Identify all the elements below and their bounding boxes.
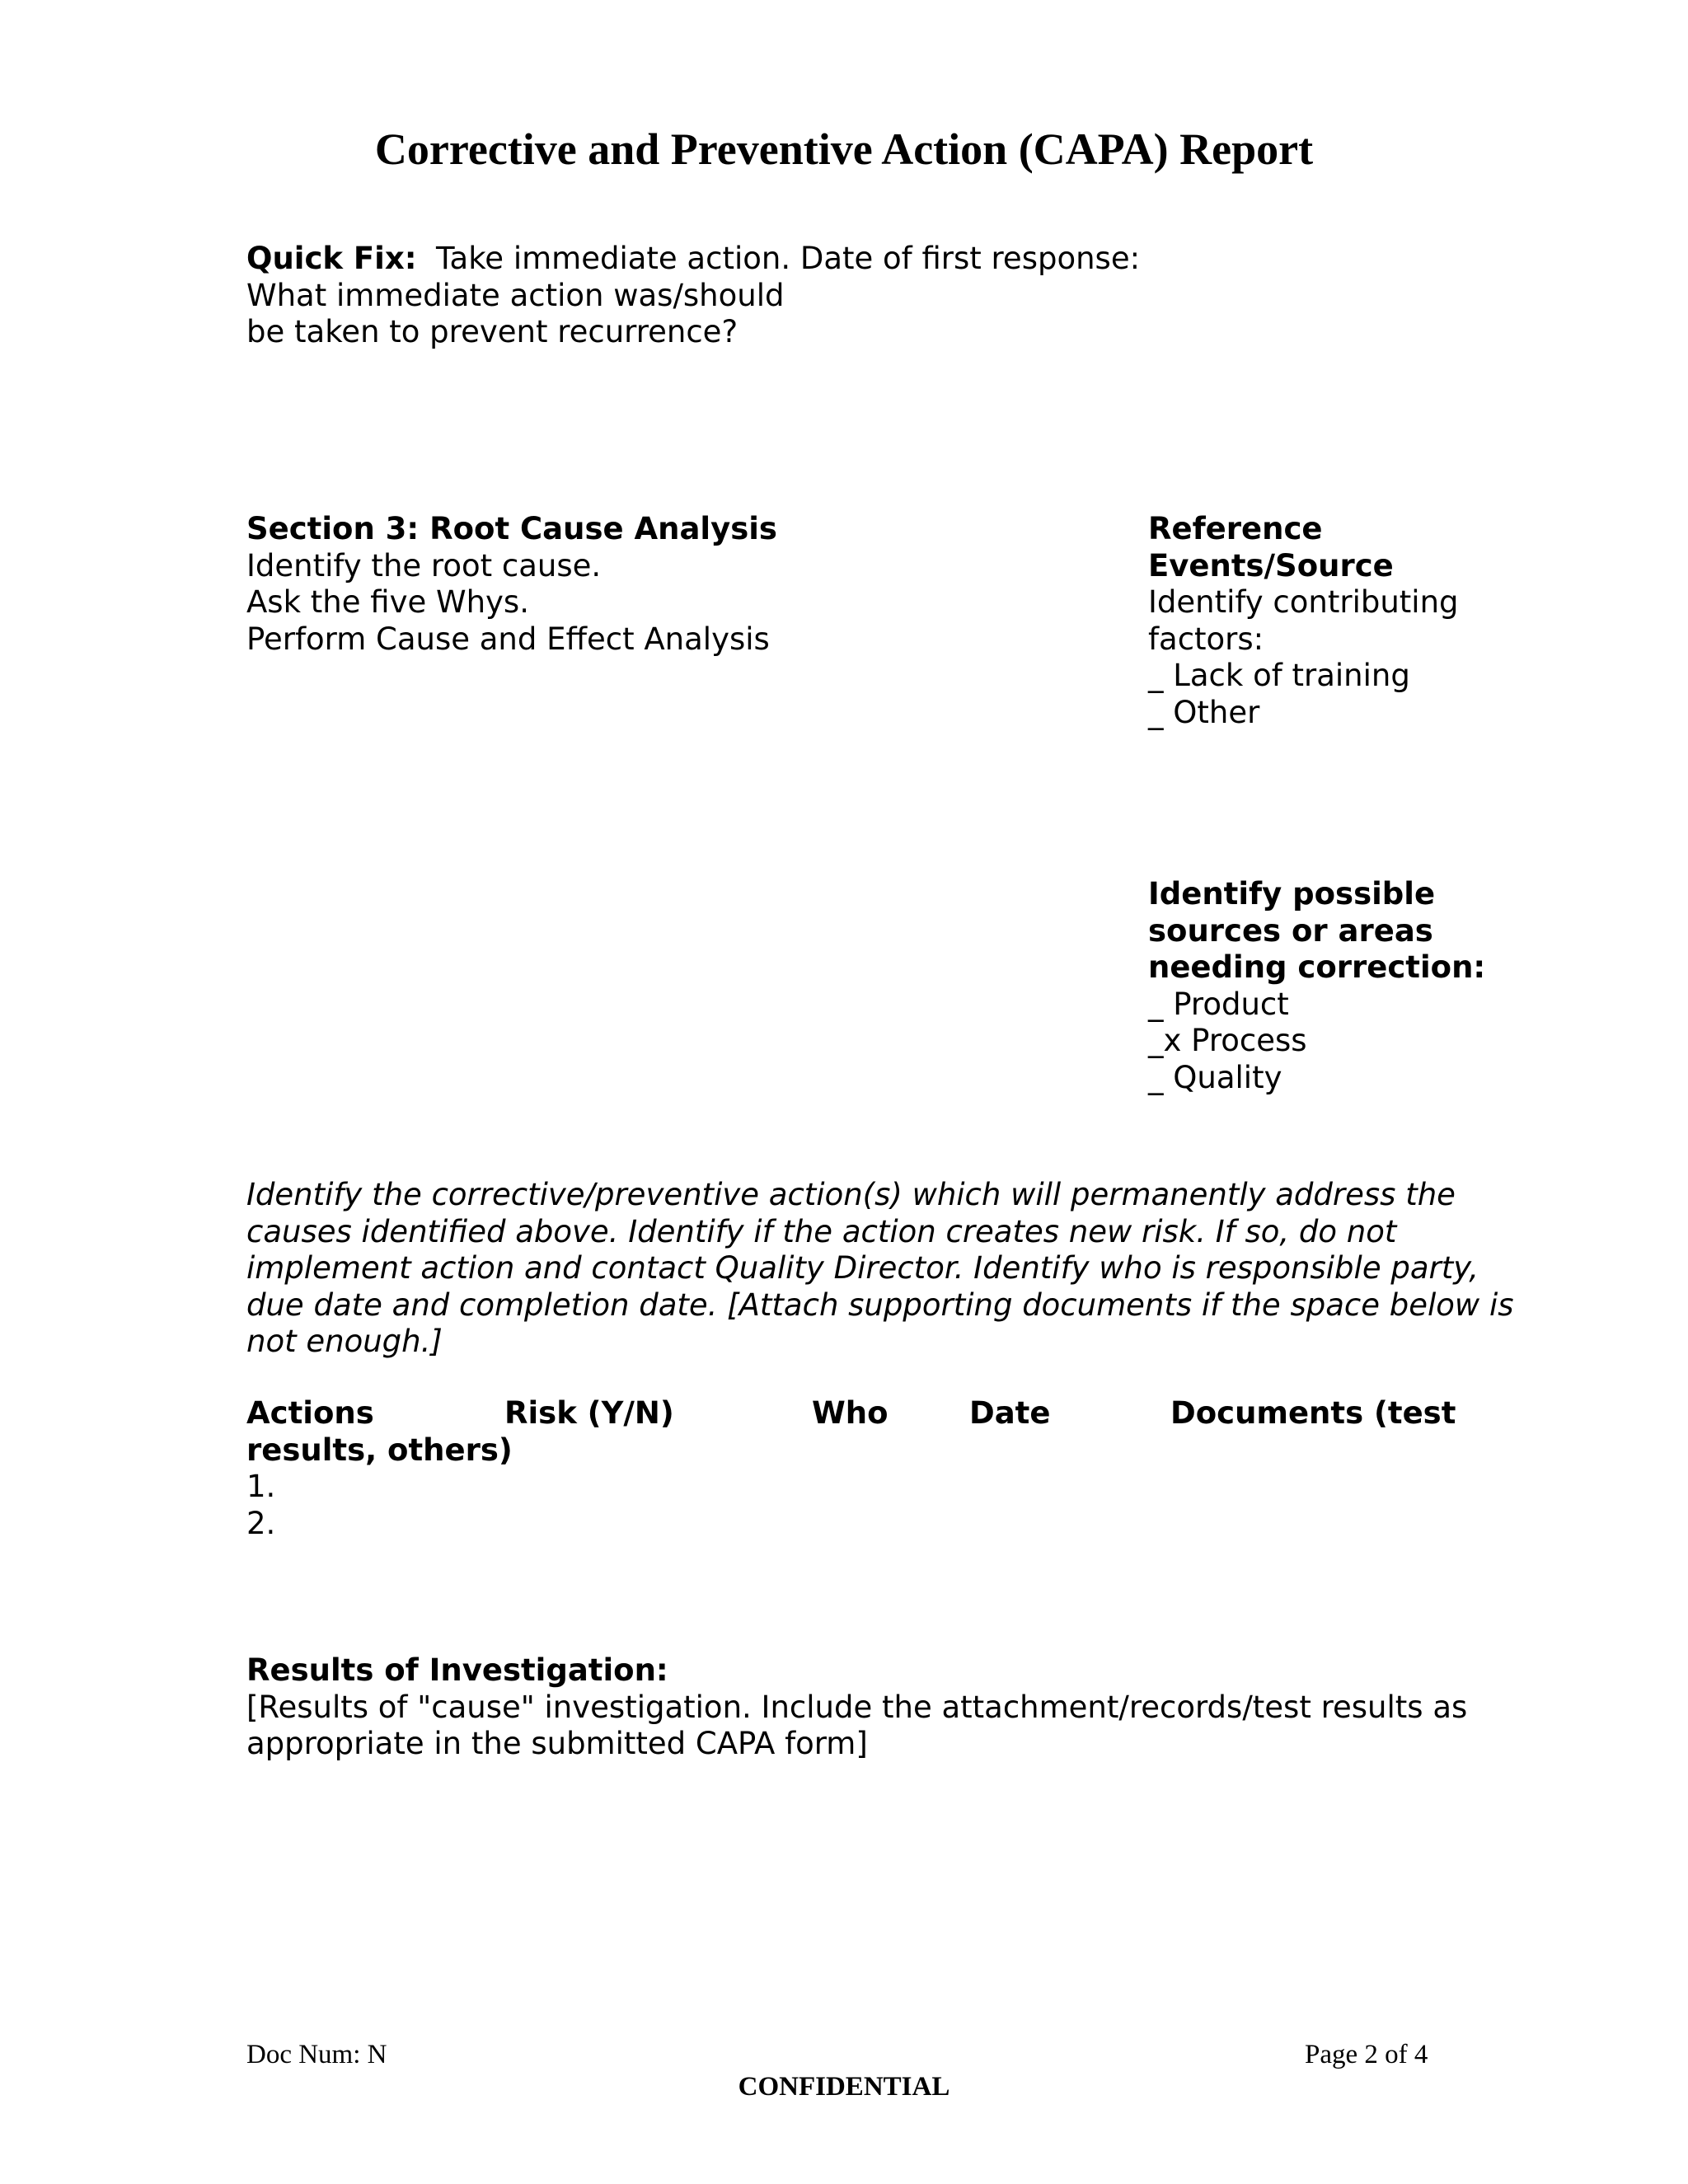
footer-doc-num: Doc Num: N xyxy=(246,2040,387,2069)
quick-fix-line-1 xyxy=(246,241,1140,278)
quick-fix-line-3: be taken to prevent recurrence? xyxy=(246,314,738,349)
possible-sources-heading: Identify possible xyxy=(1148,876,1436,912)
possible-sources-heading: sources or areas xyxy=(1148,912,1433,949)
possible-sources-block xyxy=(1148,876,1485,1096)
area-option-process: _x Process xyxy=(1148,1023,1307,1058)
section-3-line: Ask the five Whys. xyxy=(246,584,529,620)
reference-events-block xyxy=(1148,511,1459,731)
column-header-actions: Actions xyxy=(246,1395,374,1431)
section-3-line: Perform Cause and Effect Analysis xyxy=(246,621,770,657)
reference-line: factors: xyxy=(1148,621,1264,657)
area-option-quality: _ Quality xyxy=(1148,1059,1282,1095)
root-cause-section xyxy=(246,511,777,658)
quick-fix-text: Take immediate action. Date of first response: xyxy=(416,241,1141,276)
column-header-documents-continuation: results, others) xyxy=(246,1432,513,1468)
footer-confidential: CONFIDENTIAL xyxy=(738,2072,950,2102)
quick-fix-block xyxy=(246,241,1140,351)
factor-option-other: _ Other xyxy=(1148,694,1260,730)
factor-option-lack-of-training: _ Lack of training xyxy=(1148,658,1410,693)
column-header-documents: Documents (test xyxy=(1170,1395,1456,1431)
possible-sources-heading: needing correction: xyxy=(1148,949,1486,985)
results-section xyxy=(246,1652,1467,1763)
actions-table-rows xyxy=(246,1469,275,1542)
page-title: Corrective and Preventive Action (CAPA) Report xyxy=(374,124,1314,174)
results-line: [Results of "cause" investigation. Include the attachment/records/test results as xyxy=(246,1689,1468,1725)
column-header-who: Who xyxy=(812,1395,889,1431)
area-option-product: _ Product xyxy=(1148,986,1289,1022)
corrective-action-instructions: Identify the corrective/preventive action(s) which will permanently address the causes identified above. Identify if the action creates new risk. If so, do not implement action and contact Quality Director. Identify who is responsible party, due date and completion date. [Attach supporting documents if the space below is not enough.] xyxy=(246,1177,1514,1359)
results-line: appropriate in the submitted CAPA form] xyxy=(246,1726,868,1761)
section-3-heading: Section 3: Root Cause Analysis xyxy=(246,511,777,546)
actions-table-header xyxy=(246,1395,1565,1469)
results-heading: Results of Investigation: xyxy=(246,1652,668,1688)
footer-page-number: Page 2 of 4 xyxy=(1305,2040,1428,2069)
reference-line: Identify contributing xyxy=(1148,584,1459,620)
reference-heading: Reference xyxy=(1148,511,1323,546)
reference-heading-2: Events/Source xyxy=(1148,547,1394,583)
table-row: 1. xyxy=(246,1469,276,1504)
quick-fix-label: Quick Fix: xyxy=(246,241,417,276)
column-header-date: Date xyxy=(969,1395,1051,1431)
section-3-line: Identify the root cause. xyxy=(246,547,602,583)
quick-fix-line-2: What immediate action was/should xyxy=(246,277,785,313)
column-header-risk: Risk (Y/N) xyxy=(504,1395,674,1431)
table-row: 2. xyxy=(246,1505,276,1541)
